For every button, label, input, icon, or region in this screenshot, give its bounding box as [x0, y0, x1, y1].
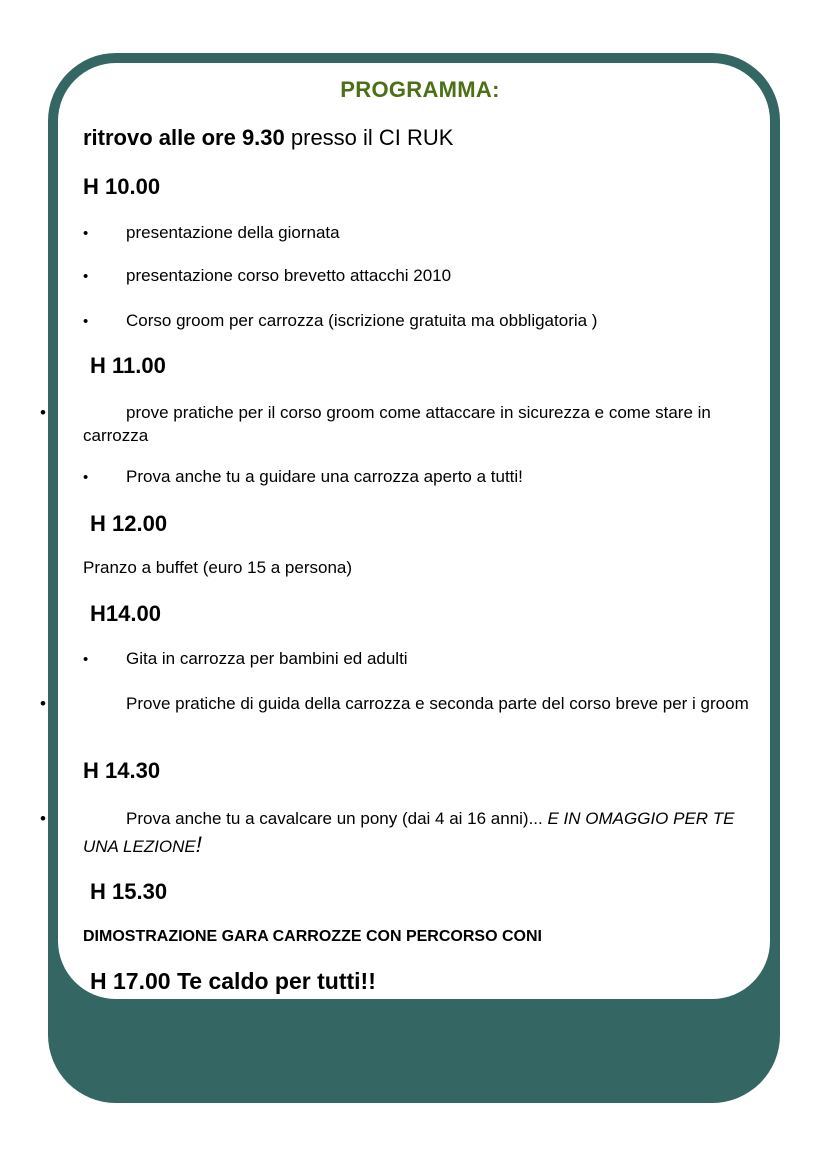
- exclamation-mark: !: [195, 832, 202, 857]
- heading-h1400: H14.00: [90, 601, 161, 626]
- heading-h1100: H 11.00: [90, 353, 166, 378]
- pony-text: Prova anche tu a cavalcare un pony (dai 4 ai 16 anni)...: [126, 809, 548, 828]
- bullet: •: [83, 469, 89, 486]
- bullet: •: [40, 809, 46, 828]
- demo-text: DIMOSTRAZIONE GARA CARROZZE CON PERCORSO CONI: [83, 928, 542, 945]
- list-item-text: Prove pratiche di guida della carrozza e seconda parte del corso breve per i groom: [126, 694, 749, 713]
- meeting-time: ritrovo alle ore 9.30: [83, 125, 285, 150]
- heading-h1000: H 10.00: [83, 174, 161, 199]
- list-item: presentazione corso brevetto attacchi 2010: [126, 266, 452, 285]
- list-item: Corso groom per carrozza (iscrizione gratuita ma obbligatoria ): [126, 311, 598, 330]
- heading-h1430: H 14.30: [83, 758, 161, 783]
- bullet: •: [83, 313, 89, 330]
- meeting-line: [83, 125, 453, 151]
- bullet: •: [40, 694, 46, 713]
- bullet: •: [83, 651, 89, 668]
- bullet: •: [40, 403, 46, 422]
- list-item: Gita in carrozza per bambini ed adulti: [126, 649, 408, 668]
- meeting-place: presso il CI RUK: [284, 125, 454, 150]
- page-title: PROGRAMMA:: [340, 77, 500, 102]
- bullet: •: [83, 225, 89, 242]
- gift-text: E IN OMAGGIO PER TE UNA LEZIONE: [83, 809, 735, 856]
- bullet: •: [83, 268, 89, 285]
- list-item: Prova anche tu a guidare una carrozza aperto a tutti!: [126, 467, 523, 486]
- heading-h1200: H 12.00: [90, 511, 168, 536]
- heading-h1530: H 15.30: [90, 879, 168, 904]
- list-item: [40, 806, 763, 860]
- heading-h1700: H 17.00 Te caldo per tutti!!: [90, 968, 376, 994]
- list-item-text: prove pratiche per il corso groom come attaccare in sicurezza e come stare in carrozza: [83, 403, 711, 445]
- list-item: presentazione della giornata: [126, 223, 340, 242]
- list-item: [40, 401, 763, 447]
- lunch-text: Pranzo a buffet (euro 15 a persona): [83, 558, 353, 577]
- list-item: [40, 692, 763, 715]
